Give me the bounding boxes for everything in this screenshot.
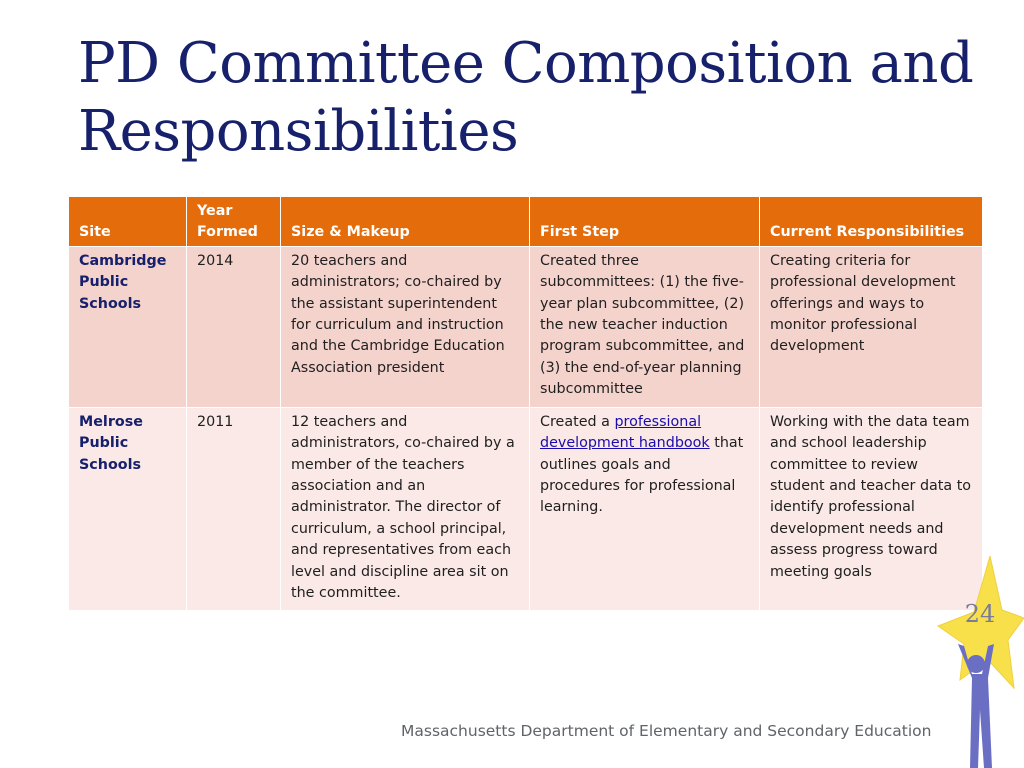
handbook-link[interactable]: professional development handbook xyxy=(540,413,710,452)
table-row xyxy=(69,246,983,407)
table-row xyxy=(69,407,983,611)
header-site: Site xyxy=(69,197,187,247)
table-header-row xyxy=(69,197,983,247)
footer-text: Massachusetts Department of Elementary and Secondary Education xyxy=(401,722,932,740)
header-size-makeup: Size & Makeup xyxy=(281,197,530,247)
cell-site: Cambridge Public Schools xyxy=(69,246,187,407)
cell-size-makeup: 12 teachers and administrators, co-chaired by a member of the teachers association and an administrator. The director of curriculum, a school principal, and representatives from each level and discipline area sit on the committee. xyxy=(281,407,530,611)
page-title xyxy=(78,30,978,166)
cell-size-makeup: 20 teachers and administrators; co-chaired by the assistant superintendent for curriculum and instruction and the Cambridge Education Association president xyxy=(281,246,530,407)
cell-responsibilities: Creating criteria for professional development offerings and ways to monitor professional development xyxy=(760,246,983,407)
title-line-2: Responsibilities xyxy=(78,99,519,164)
cell-first-step: Created three subcommittees: (1) the five-year plan subcommittee, (2) the new teacher induction program subcommittee, and (3) the end-of-year planning subcommittee xyxy=(530,246,760,407)
cell-first-step xyxy=(530,407,760,611)
page-number: 24 xyxy=(964,600,996,628)
first-step-prefix: Created a xyxy=(540,413,615,430)
cell-site: Melrose Public Schools xyxy=(69,407,187,611)
header-first-step: First Step xyxy=(530,197,760,247)
header-year-formed: Year Formed xyxy=(187,197,281,247)
header-current-responsibilities: Current Responsibilities xyxy=(760,197,983,247)
cell-year: 2014 xyxy=(187,246,281,407)
first-step-suffix: that outlines goals and procedures for professional learning. xyxy=(540,435,744,516)
title-line-1: PD Committee Composition and xyxy=(78,31,974,96)
cell-responsibilities: Working with the data team and school leadership committee to review student and teacher data to identify professional development needs and assess progress toward meeting goals xyxy=(760,407,983,611)
star-figure-icon xyxy=(930,548,1024,768)
cell-year: 2011 xyxy=(187,407,281,611)
committee-table xyxy=(68,196,983,611)
